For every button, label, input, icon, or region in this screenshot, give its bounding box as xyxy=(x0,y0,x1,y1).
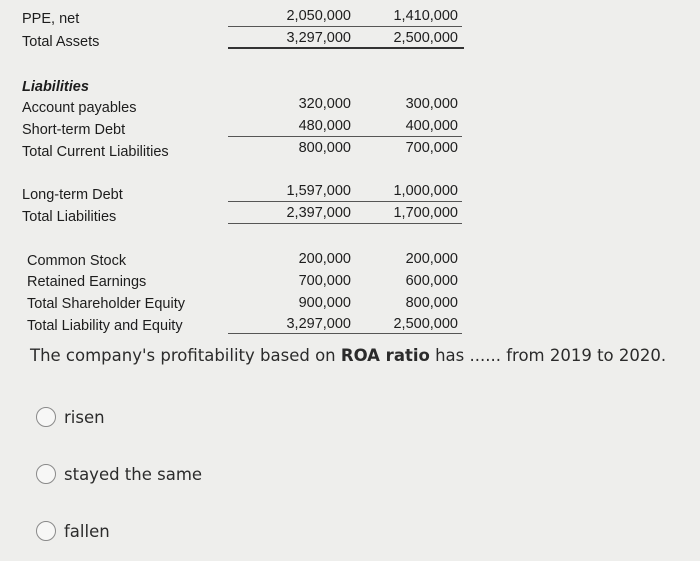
question-text-emphasis: ROA ratio xyxy=(340,346,430,365)
row-label-short-term-debt: Short-term Debt xyxy=(22,122,126,138)
short-term-debt-2020-value: 480,000 xyxy=(298,118,351,134)
option-stayed-the-same[interactable] xyxy=(36,464,202,484)
row-label-retained-earnings: Retained Earnings xyxy=(27,274,147,290)
total-assets-2020-value: 3,297,000 xyxy=(286,30,351,46)
option-label: stayed the same xyxy=(64,464,203,484)
ppe-2019-value: 1,410,000 xyxy=(393,8,458,24)
row-label-total-assets: Total Assets xyxy=(22,34,100,50)
divider xyxy=(228,136,462,137)
account-payables-2019-value: 300,000 xyxy=(405,96,458,112)
divider xyxy=(228,223,462,224)
option-risen[interactable] xyxy=(36,407,105,427)
question-text-end: has ...... from 2019 to 2020. xyxy=(429,346,667,365)
total-liability-equity-2020-value: 3,297,000 xyxy=(286,316,351,332)
short-term-debt-2019-value: 400,000 xyxy=(405,118,458,134)
row-label-total-shareholder-equity: Total Shareholder Equity xyxy=(27,296,185,312)
total-shareholder-equity-2019-value: 800,000 xyxy=(405,295,458,311)
long-term-debt-2020-value: 1,597,000 xyxy=(286,183,351,199)
divider xyxy=(228,26,462,27)
radio-button[interactable] xyxy=(36,464,56,484)
radio-button[interactable] xyxy=(36,407,56,427)
row-label-ppe: PPE, net xyxy=(22,11,80,27)
row-label-account-payables: Account payables xyxy=(22,100,137,116)
row-label-common-stock: Common Stock xyxy=(27,253,127,269)
total-liabilities-2019-value: 1,700,000 xyxy=(393,205,458,221)
option-label: fallen xyxy=(64,521,110,541)
row-label-total-current-liabilities: Total Current Liabilities xyxy=(22,144,169,160)
option-fallen[interactable] xyxy=(36,521,110,541)
total-current-liabilities-2020-value: 800,000 xyxy=(298,140,351,156)
row-label-total-liabilities: Total Liabilities xyxy=(22,209,117,225)
retained-earnings-2020-value: 700,000 xyxy=(298,273,351,289)
total-assets-2019-value: 2,500,000 xyxy=(393,30,458,46)
section-heading-liabilities: Liabilities xyxy=(22,79,89,95)
question-text xyxy=(30,346,666,365)
divider xyxy=(228,333,462,334)
row-label-total-liability-and-equity: Total Liability and Equity xyxy=(27,318,183,334)
total-shareholder-equity-2020-value: 900,000 xyxy=(298,295,351,311)
total-liabilities-2020-value: 2,397,000 xyxy=(286,205,351,221)
divider xyxy=(228,201,462,202)
retained-earnings-2019-value: 600,000 xyxy=(405,273,458,289)
ppe-2020-value: 2,050,000 xyxy=(286,8,351,24)
account-payables-2020-value: 320,000 xyxy=(298,96,351,112)
double-underline xyxy=(228,47,464,49)
long-term-debt-2019-value: 1,000,000 xyxy=(393,183,458,199)
row-label-long-term-debt: Long-term Debt xyxy=(22,187,123,203)
common-stock-2019-value: 200,000 xyxy=(405,251,458,267)
common-stock-2020-value: 200,000 xyxy=(298,251,351,267)
question-text-start: The company's profitability based on xyxy=(30,346,341,365)
total-current-liabilities-2019-value: 700,000 xyxy=(405,140,458,156)
radio-button[interactable] xyxy=(36,521,56,541)
total-liability-equity-2019-value: 2,500,000 xyxy=(393,316,458,332)
option-label: risen xyxy=(64,407,105,427)
